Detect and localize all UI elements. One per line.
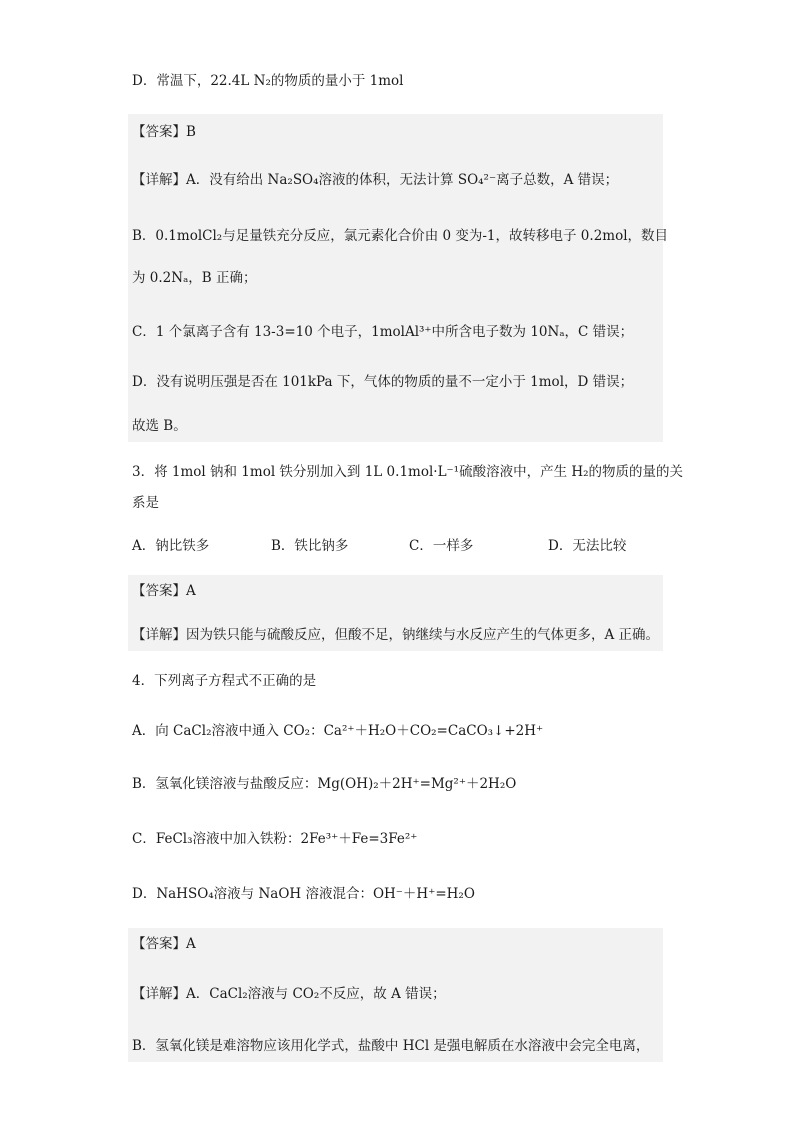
- q4-option-b: B．氢氧化镁溶液与盐酸反应：Mg(OH)₂＋2H⁺=Mg²⁺＋2H₂O: [132, 776, 517, 792]
- q3-option-d: D．无法比较: [548, 538, 627, 554]
- answer-label-q2: 【答案】B: [132, 124, 196, 140]
- question-3: 3．将 1mol 钠和 1mol 铁分别加入到 1L 0.1mol·L⁻¹硫酸溶液中，产生 H₂的物质的量的关: [132, 464, 684, 480]
- explanation-q3: 【详解】因为铁只能与硫酸反应，但酸不足，钠继续与水反应产生的气体更多，A 正确。: [132, 627, 660, 643]
- explanation-a-q2: 【详解】A．没有给出 Na₂SO₄溶液的体积，无法计算 SO₄²⁻离子总数，A 错误；: [132, 172, 619, 188]
- question-4: 4．下列离子方程式不正确的是: [132, 673, 317, 689]
- q3-option-c: C．一样多: [409, 538, 474, 554]
- q3-option-a: A．钠比铁多: [132, 538, 210, 554]
- explanation-c-q2: C．1 个氯离子含有 13-3=10 个电子，1molAl³⁺中所含电子数为 10Nₐ，C 错误；: [132, 324, 634, 340]
- conclusion-q2: 故选 B。: [132, 418, 187, 434]
- q4-option-a: A．向 CaCl₂溶液中通入 CO₂：Ca²⁺＋H₂O＋CO₂=CaCO₃↓+2H⁺: [132, 723, 544, 739]
- explanation-b-q2-cont: 为 0.2Nₐ，B 正确；: [132, 270, 257, 286]
- q3-option-b: B．铁比钠多: [271, 538, 349, 554]
- explanation-d-q2: D．没有说明压强是否在 101kPa 下，气体的物质的量不一定小于 1mol，D 错误；: [132, 374, 634, 390]
- explanation-a-q4: 【详解】A．CaCl₂溶液与 CO₂不反应，故 A 错误；: [132, 986, 446, 1002]
- explanation-b-q4: B．氢氧化镁是难溶物应该用化学式，盐酸中 HCl 是强电解质在水溶液中会完全电离，: [132, 1038, 650, 1054]
- explanation-b-q2: B．0.1molCl₂与足量铁充分反应，氯元素化合价由 0 变为-1，故转移电子 0.2mol，数目: [132, 228, 669, 244]
- question-3-cont: 系是: [132, 495, 159, 511]
- option-d-q2: D．常温下，22.4L N₂的物质的量小于 1mol: [132, 73, 404, 89]
- q4-option-d: D．NaHSO₄溶液与 NaOH 溶液混合：OH⁻＋H⁺=H₂O: [132, 886, 475, 902]
- q4-option-c: C．FeCl₃溶液中加入铁粉：2Fe³⁺＋Fe=3Fe²⁺: [132, 831, 418, 847]
- answer-label-q3: 【答案】A: [132, 583, 196, 599]
- answer-label-q4: 【答案】A: [132, 936, 196, 952]
